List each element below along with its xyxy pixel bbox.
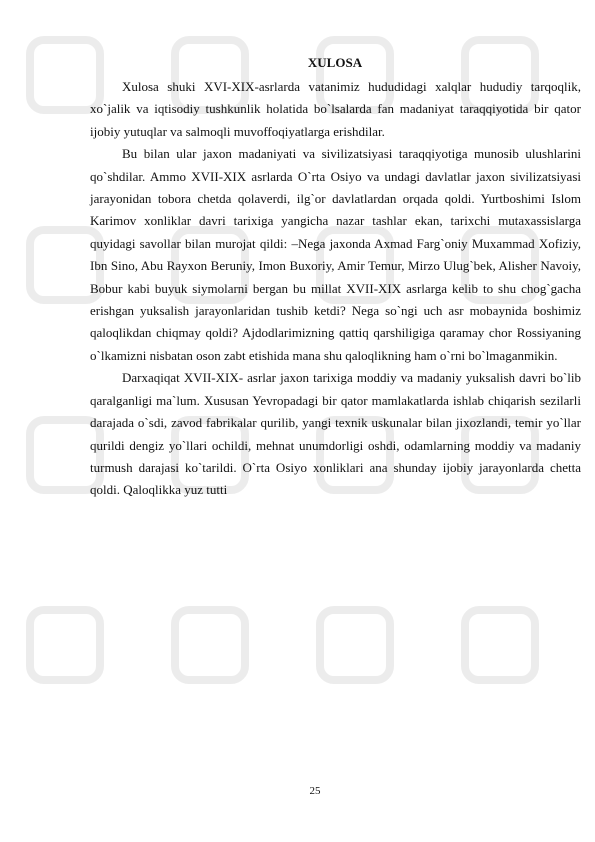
page-number: 25 (309, 785, 321, 797)
paragraph-2: Bu bilan ular jaxon madaniyati va sivilizatsiyasi taraqqiyotiga munosib ulushlarini qo`shdilar. Ammo XVII-XIX asrlarda O`rta Osiyo va undagi davlatlar jaxon sivilizatsiyasi jarayonidan tobora chetda qolaverdi, ilg`or davlatlardan orqada qoldi. Yurtboshimi Islom Karimov xonliklar davri tarixiga yangicha nazar tashlar ekan, tarixchi mutaxassislarga quyidagi savollar bilan murojat qildi: –Nega jaxonda Axmad Farg`oniy Muxammad Xofiziy, Ibn Sino, Abu Rayxon Beruniy, Imon Buxoriy, Amir Temur, Mirzo Ulug`bek, Alisher Navoiy, Bobur kabi buyuk siymolarni bergan bu millat XVII-XIX asrlarga kelib to shu chog`gacha erishgan yuksalish jarayonlaridan tushib ketdi? Nega so`ngi uch asr mobaynida boshimiz qaloqlikdan chiqmay qoldi? Ajdodlarimizning qattiq qarshiligiga qaramay chor Rossiyaning o`lkamizni nisbatan oson zabt etishida mana shu qaloqlikning ham o`rni bo`lmaganmikin. (90, 146, 581, 363)
document-title: XULOSA (307, 55, 363, 70)
document-body (90, 76, 581, 502)
paragraph-3: Darxaqiqat XVII-XIX- asrlar jaxon tarixiga moddiy va madaniy yuksalish davri bo`lib qaralganligi ma`lum. Xususan Yevropadagi bir qator mamlakatlarda ishlab chiqarish sezilarli darajada o`sdi, zavod fabrikalar qurilib, yangi texnik uskunalar bilan jixozlandi, temir yo`llar qurildi dengiz yo`llari ochildi, mehnat unumdorligi oshdi, odamlarning moddiy va madaniy turmush darajasi ko`tarildi. O`rta Osiyo xonliklari ana shunday ijobiy jarayonlarda chetta qoldi. Qaloqlikka yuz tutti (90, 370, 581, 498)
paragraph-1: Xulosa shuki XVI-XIX-asrlarda vatanimiz hududidagi xalqlar hududiy tarqoqlik, xo`jalik va iqtisodiy tushkunlik holatida bo`lsalarda fan madaniyat taraqqiyotida bir qator ijobiy yutuqlar va salmoqli muvoffoqiyatlarga erishdilar. (90, 79, 581, 139)
